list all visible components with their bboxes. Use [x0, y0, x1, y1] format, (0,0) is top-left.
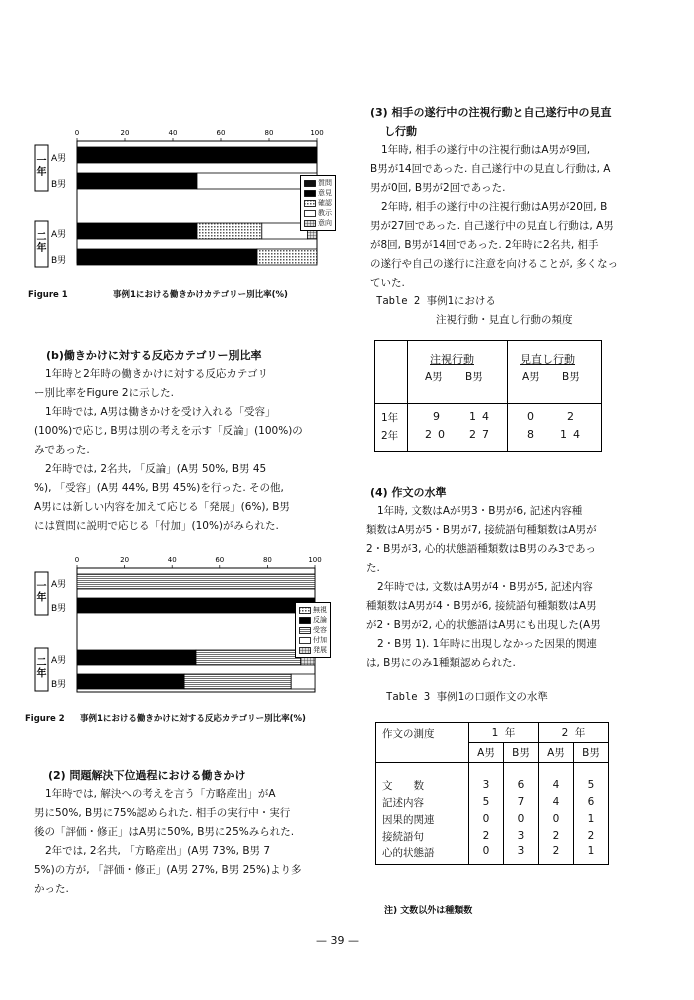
section-4-line: 種類数はA男が4・B男が6, 接続語句種類数はA男: [366, 600, 597, 612]
table-3-spacer: [469, 763, 504, 777]
bar-segment: [77, 674, 184, 689]
bar-segment: [77, 249, 257, 265]
table-3-cell: 2: [469, 828, 504, 845]
legend-label: 付加: [313, 636, 327, 644]
table-3-cell: 6: [503, 777, 538, 794]
table-2-cell: 9: [433, 410, 444, 423]
legend-swatch: [304, 210, 316, 217]
page-number: — 39 —: [316, 934, 359, 947]
section-4: [366, 483, 670, 673]
section-3-line: が8回, B男が14回であった. 2年時に2名共, 相手: [370, 239, 599, 251]
figure-2-caption: [25, 712, 306, 724]
legend-swatch: [299, 637, 311, 644]
section-3-line: の遂行や自己の遂行に注意を向けることが, 多くなっ: [370, 258, 619, 270]
table-2-cell: 20: [425, 428, 451, 441]
table-3-cell: 5: [469, 794, 504, 811]
table-3-sub: B男: [503, 743, 538, 763]
row-label: A男: [51, 230, 67, 240]
legend-swatch: [299, 627, 311, 634]
legend-label: 受容: [313, 626, 327, 634]
bar-segment: [257, 249, 317, 265]
table-2-caption-line-1: Table 2 事例1における: [376, 295, 496, 307]
section-b-line: 2年時では, 2名共, 「反論」(A男 50%, B男 45: [45, 463, 267, 475]
bar-segment: [291, 674, 315, 689]
section-b-line: 1年時と2年時の働きかけに対する反応カテゴリ: [45, 368, 268, 380]
legend-swatch: [304, 200, 316, 207]
section-4-line: た.: [366, 562, 380, 574]
table-2-row-label: 2年: [381, 430, 399, 442]
bar-segment: [77, 223, 197, 239]
table-2-cell: 2: [567, 410, 574, 423]
year-label: 年: [36, 167, 47, 178]
legend-item: [299, 615, 327, 625]
tick-label: 100: [310, 129, 324, 137]
row-label: A男: [51, 580, 67, 590]
figure-1-caption-label: Figure 1: [28, 290, 68, 300]
tick-label: 60: [215, 556, 225, 564]
section-b-line: には質問に説明で応じる「付加」(10%)がみられた.: [34, 520, 279, 532]
section-2-line: 5%)の方が, 「評価・修正」(A男 27%, B男 25%)より多: [34, 864, 302, 876]
legend-swatch: [299, 607, 311, 614]
table-3-cell: 3: [469, 777, 504, 794]
section-3-line: B男が14回であった. 自己遂行中の見直し行動は, A: [370, 163, 611, 175]
legend-label: 無視: [313, 606, 327, 614]
bar-segment: [184, 674, 291, 689]
section-b-line: 1年時では, A男は働きかけを受け入れる「受容」: [45, 406, 276, 418]
legend-item: [299, 645, 327, 655]
section-3-line: 男が0回, B男が2回であった.: [370, 182, 506, 194]
table-2-group-2: 見直し行動: [520, 353, 575, 366]
bar-segment: [77, 147, 317, 163]
year-label: 年: [36, 243, 47, 254]
tick-label: 40: [167, 556, 177, 564]
legend-item: [299, 625, 327, 635]
table-3-spacer: [538, 763, 573, 777]
legend-item: [304, 208, 332, 218]
table-3-sub: B男: [573, 743, 608, 763]
table-2-cell: 8: [527, 428, 534, 441]
section-2-line: 後の「評価・修正」はA男に50%, B男に25%みられた.: [34, 826, 295, 838]
section-b: [34, 346, 346, 536]
legend-label: 意向: [318, 219, 332, 227]
table-2-caption: [376, 292, 573, 330]
section-b-line: ー別比率をFigure 2に示した.: [34, 387, 174, 399]
year-label: 二: [36, 232, 47, 243]
figure-2-caption-label: Figure 2: [25, 714, 65, 724]
table-3-year-2: 2 年: [538, 723, 608, 743]
legend-item: [304, 198, 332, 208]
legend-item: [304, 188, 332, 198]
table-3-cell: 5: [573, 777, 608, 794]
table-3-cell: 0: [538, 811, 573, 828]
legend-swatch: [299, 617, 311, 624]
tick-label: 20: [120, 556, 130, 564]
legend-label: 確認: [318, 199, 332, 207]
table-3-caption: Table 3 事例1の口頭作文の水準: [386, 691, 548, 703]
table-3-year-1: 1 年: [469, 723, 539, 743]
table-3-cell: 2: [538, 845, 573, 865]
legend-label: 意見: [318, 189, 332, 197]
section-2-line: 2年では, 2名共, 「方略産出」(A男 73%, B男 7: [45, 845, 271, 857]
table-3-row-label: 記述内容: [376, 794, 469, 811]
section-2: [34, 766, 348, 899]
table-3-spacer: [573, 763, 608, 777]
table-3-spacer: [503, 763, 538, 777]
table-2-vline: [407, 341, 408, 451]
year-label: 一: [36, 156, 47, 167]
tick-label: 20: [120, 129, 130, 137]
bar-segment: [77, 574, 315, 589]
section-b-line: %), 「受容」(A男 44%, B男 45%)を行った. その他,: [34, 482, 284, 494]
section-4-body: [366, 502, 670, 673]
table-2-group-1: 注視行動: [430, 353, 474, 366]
table-2-hline: [375, 403, 601, 404]
table-2-sub: A男: [522, 371, 540, 383]
legend-label: 発展: [313, 646, 327, 654]
table-3-cell: 2: [573, 828, 608, 845]
figure-2-caption-text: 事例1における働きかけに対する反応カテゴリー別比率(%): [80, 714, 306, 724]
table-3-row-label: 心的状態語: [376, 845, 469, 865]
tick-label: 80: [264, 129, 274, 137]
section-b-line: A男には新しい内容を加えて応じる「発展」(6%), B男: [34, 501, 290, 513]
table-2-caption-line-2: 注視行動・見直し行動の頻度: [436, 314, 573, 326]
table-3-row-label: 接続語句: [376, 828, 469, 845]
table-2-vline: [507, 341, 508, 451]
legend-item: [304, 178, 332, 188]
table-3-cell: 1: [573, 845, 608, 865]
table-3-row-label: 文 数: [376, 777, 469, 794]
table-2: [374, 340, 602, 452]
legend-label: 教示: [318, 209, 332, 217]
section-2-body: [34, 785, 348, 899]
table-3-cell: 4: [538, 794, 573, 811]
table-2-sub: A男: [425, 371, 443, 383]
legend-item: [299, 635, 327, 645]
row-label: A男: [51, 154, 67, 164]
section-2-line: 男に50%, B男に75%認められた. 相手の実行中・実行: [34, 807, 291, 819]
table-3-spacer: [376, 763, 469, 777]
figure-1-legend: [300, 175, 336, 231]
row-label: B男: [51, 256, 67, 266]
section-3-heading-cont: し行動: [384, 125, 417, 138]
section-4-line: 2年時では, 文数はA男が4・B男が5, 記述内容: [377, 581, 593, 593]
tick-label: 0: [74, 556, 80, 564]
tick-label: 80: [262, 556, 272, 564]
table-2-row-label: 1年: [381, 412, 399, 424]
tick-label: 100: [308, 556, 322, 564]
section-3-line: ていた.: [370, 277, 405, 289]
table-3-corner: 作文の測度: [376, 723, 469, 763]
section-b-heading: (b)働きかけに対する反応カテゴリー別比率: [46, 349, 262, 362]
section-4-line: 2・B男 1). 1年時に出現しなかった因果的関連: [377, 638, 597, 650]
figure-2: [25, 552, 355, 712]
section-b-body: [34, 365, 346, 536]
row-label: B男: [51, 680, 67, 690]
table-3-cell: 4: [538, 777, 573, 794]
bar-segment: [77, 598, 315, 613]
table-2-cell: 0: [527, 410, 534, 423]
legend-item: [304, 218, 332, 228]
table-3-cell: 6: [573, 794, 608, 811]
section-3-line: 1年時, 相手の遂行中の注視行動はA男が9回,: [381, 144, 591, 156]
year-label: 年: [36, 668, 47, 680]
table-3-cell: 0: [469, 845, 504, 865]
table-2-sub: B男: [562, 371, 580, 383]
tick-label: 0: [74, 129, 80, 137]
section-4-line: 2・B男が3, 心的状態語種類数はB男のみ3であっ: [366, 543, 597, 555]
year-label: 一: [36, 581, 47, 593]
row-label: B男: [51, 604, 67, 614]
bar-segment: [77, 173, 197, 189]
table-3-note: 注) 文数以外は種類数: [384, 906, 473, 916]
table-3-cell: 3: [503, 845, 538, 865]
legend-label: 反論: [313, 616, 327, 624]
section-4-line: 類数はA男が5・B男が7, 接続語句種類数はA男が: [366, 524, 597, 536]
section-b-line: みであった.: [34, 444, 90, 456]
table-2-cell: 27: [469, 428, 495, 441]
section-b-line: (100%)で応じ, B男は別の考えを示す「反論」(100%)の: [34, 425, 303, 437]
table-3-cell: 0: [503, 811, 538, 828]
figure-1: [25, 127, 355, 307]
section-2-line: 1年時では, 解決への考えを言う「方略産出」がA: [45, 788, 276, 800]
table-3-cell: 1: [573, 811, 608, 828]
section-4-line: が2・B男が2, 心的状態語はA男にも出現した(A男: [366, 619, 601, 631]
legend-swatch: [304, 180, 316, 187]
table-3-cell: 0: [469, 811, 504, 828]
section-3-line: 2年時, 相手の遂行中の注視行動はA男が20回, B: [381, 201, 608, 213]
table-3: [375, 722, 609, 865]
figure-1-caption-text: 事例1における働きかけカテゴリー別比率(%): [113, 290, 288, 300]
section-3-line: 男が27回であった. 自己遂行中の見直し行動は, A男: [370, 220, 614, 232]
year-label: 二: [36, 657, 47, 669]
table-3-row-label: 因果的関連: [376, 811, 469, 828]
section-3-heading: (3) 相手の遂行中の注視行動と自己遂行中の見直: [370, 106, 612, 119]
year-label: 年: [36, 592, 47, 604]
table-3-cell: 7: [503, 794, 538, 811]
bar-segment: [77, 650, 196, 665]
legend-item: [299, 605, 327, 615]
section-3-body: [370, 141, 670, 293]
table-3-cell: 3: [503, 828, 538, 845]
bar-segment: [196, 650, 301, 665]
section-2-heading: (2) 問題解決下位過程における働きかけ: [48, 769, 246, 782]
tick-label: 40: [168, 129, 178, 137]
tick-label: 60: [216, 129, 226, 137]
row-label: B男: [51, 180, 67, 190]
table-2-sub: B男: [465, 371, 483, 383]
figure-2-legend: [295, 602, 331, 658]
figure-1-caption: [28, 288, 288, 300]
section-2-line: かった.: [34, 883, 69, 895]
section-4-line: 1年時, 文数はAが男3・B男が6, 記述内容種: [377, 505, 583, 517]
table-3-cell: 2: [538, 828, 573, 845]
bar-segment: [197, 173, 317, 189]
row-label: A男: [51, 656, 67, 666]
section-4-line: は, B男にのみ1種類認められた.: [366, 657, 516, 669]
legend-label: 質問: [318, 179, 332, 187]
table-3-sub: A男: [538, 743, 573, 763]
table-3-sub: A男: [469, 743, 504, 763]
section-4-heading: (4) 作文の水準: [370, 486, 447, 499]
legend-swatch: [299, 647, 311, 654]
section-3: [370, 103, 670, 293]
bar-segment: [197, 223, 262, 239]
legend-swatch: [304, 220, 316, 227]
legend-swatch: [304, 190, 316, 197]
table-2-cell: 14: [560, 428, 586, 441]
table-2-cell: 14: [469, 410, 495, 423]
